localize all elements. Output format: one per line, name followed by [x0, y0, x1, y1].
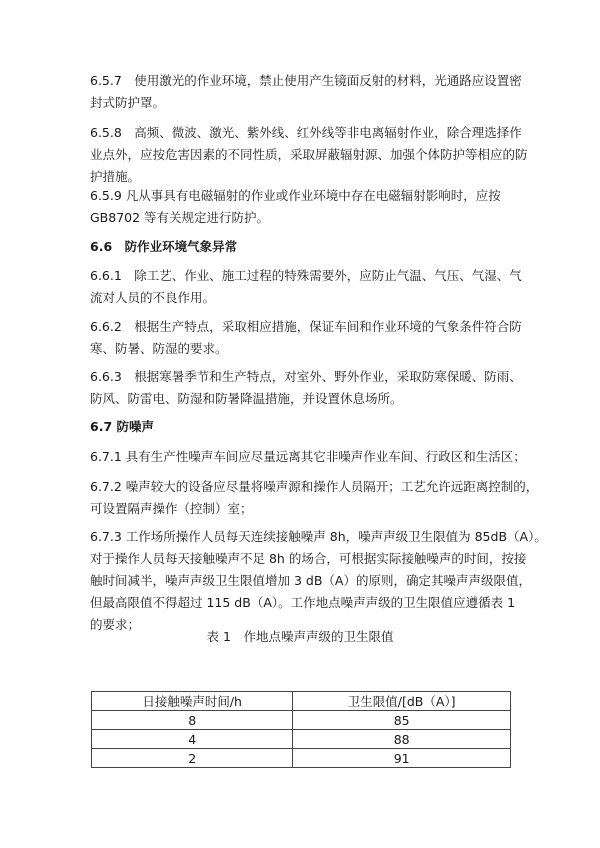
table-header-row [92, 692, 511, 711]
clause-6-7-3 [90, 526, 547, 636]
text-line: 护措施。 [90, 169, 141, 184]
section-heading-6-6: 6.6 防作业环境气象异常 [90, 239, 238, 254]
table-row [92, 711, 511, 730]
text-line: 6.5.8 高频、微波、激光、紫外线、红外线等非电离辐射作业，除合理选择作 [90, 125, 522, 140]
section-heading-6-7: 6.7 防噪声 [90, 419, 154, 434]
clause-6-6-1 [90, 265, 522, 309]
text-line: 对于操作人员每天接触噪声不足 8h 的场合，可根据实际接触噪声的时间，按接 [90, 551, 527, 566]
table-cell: 2 [92, 749, 293, 768]
table-cell: 91 [293, 749, 511, 768]
text-line: 6.6.2 根据生产特点，采取相应措施，保证车间和作业环境的气象条件符合防 [90, 319, 522, 334]
clause-6-7-1 [90, 446, 526, 468]
table-cell: 85 [293, 711, 511, 730]
clause-6-5-8 [90, 122, 528, 188]
text-line: 流对人员的不良作用。 [90, 290, 216, 305]
table-row [92, 730, 511, 749]
noise-limit-table [91, 691, 511, 768]
clause-6-6-2 [90, 316, 522, 360]
text-line: 6.7.1 具有生产性噪声车间应尽量远离其它非噪声作业车间、行政区和生活区； [90, 449, 526, 464]
clause-6-5-9 [90, 185, 514, 229]
text-line: 寒、防暑、防湿的要求。 [90, 341, 228, 356]
column-header-exposure-time: 日接触噪声时间/h [92, 692, 293, 711]
text-line: 触时间减半，噪声声级卫生限值增加 3 dB（A）的原则，确定其噪声声级限值， [90, 573, 531, 588]
table-cell: 88 [293, 730, 511, 749]
text-line: 可设置隔声操作（控制）室； [90, 501, 253, 516]
text-line: 6.6.1 除工艺、作业、施工过程的特殊需要外，应防止气温、气压、气湿、气 [90, 268, 522, 283]
text-line: 封式防护罩。 [90, 95, 166, 110]
clause-6-5-7 [90, 70, 522, 114]
table-cell: 8 [92, 711, 293, 730]
text-line: 6.7.2 噪声较大的设备应尽量将噪声源和操作人员隔开；工艺允许远距离控制的， [90, 479, 539, 494]
text-line: 6.6.3 根据寒暑季节和生产特点，对室外、野外作业，采取防寒保暖、防雨、 [90, 369, 522, 384]
table-row [92, 749, 511, 768]
text-line: GB8702 等有关规定进行防护。 [90, 210, 270, 225]
text-line: 防风、防雷电、防湿和防暑降温措施，并设置休息场所。 [90, 391, 403, 406]
table-cell: 4 [92, 730, 293, 749]
text-line: 但最高限值不得超过 115 dB（A）。工作地点噪声声级的卫生限值应遵循表 1 [90, 595, 516, 610]
text-line: 6.5.9 凡从事具有电磁辐射的作业或作业环境中存在电磁辐射影响时，应按 [90, 188, 501, 203]
clause-6-7-2 [90, 476, 539, 520]
text-line: 6.7.3 工作场所操作人员每天连续接触噪声 8h，噪声声级卫生限值为 85dB（A）。 [90, 529, 547, 544]
text-line: 6.5.7 使用激光的作业环境，禁止使用产生镜面反射的材料，光通路应设置密 [90, 73, 522, 88]
table-caption: 表 1 作地点噪声声级的卫生限值 [206, 629, 394, 644]
text-line: 业点外，应按危害因素的不同性质，采取屏蔽辐射源、加强个体防护等相应的防 [90, 147, 528, 162]
text-line: 的要求； [90, 617, 141, 632]
clause-6-6-3 [90, 366, 522, 410]
column-header-limit: 卫生限值/[dB（A）] [293, 692, 511, 711]
